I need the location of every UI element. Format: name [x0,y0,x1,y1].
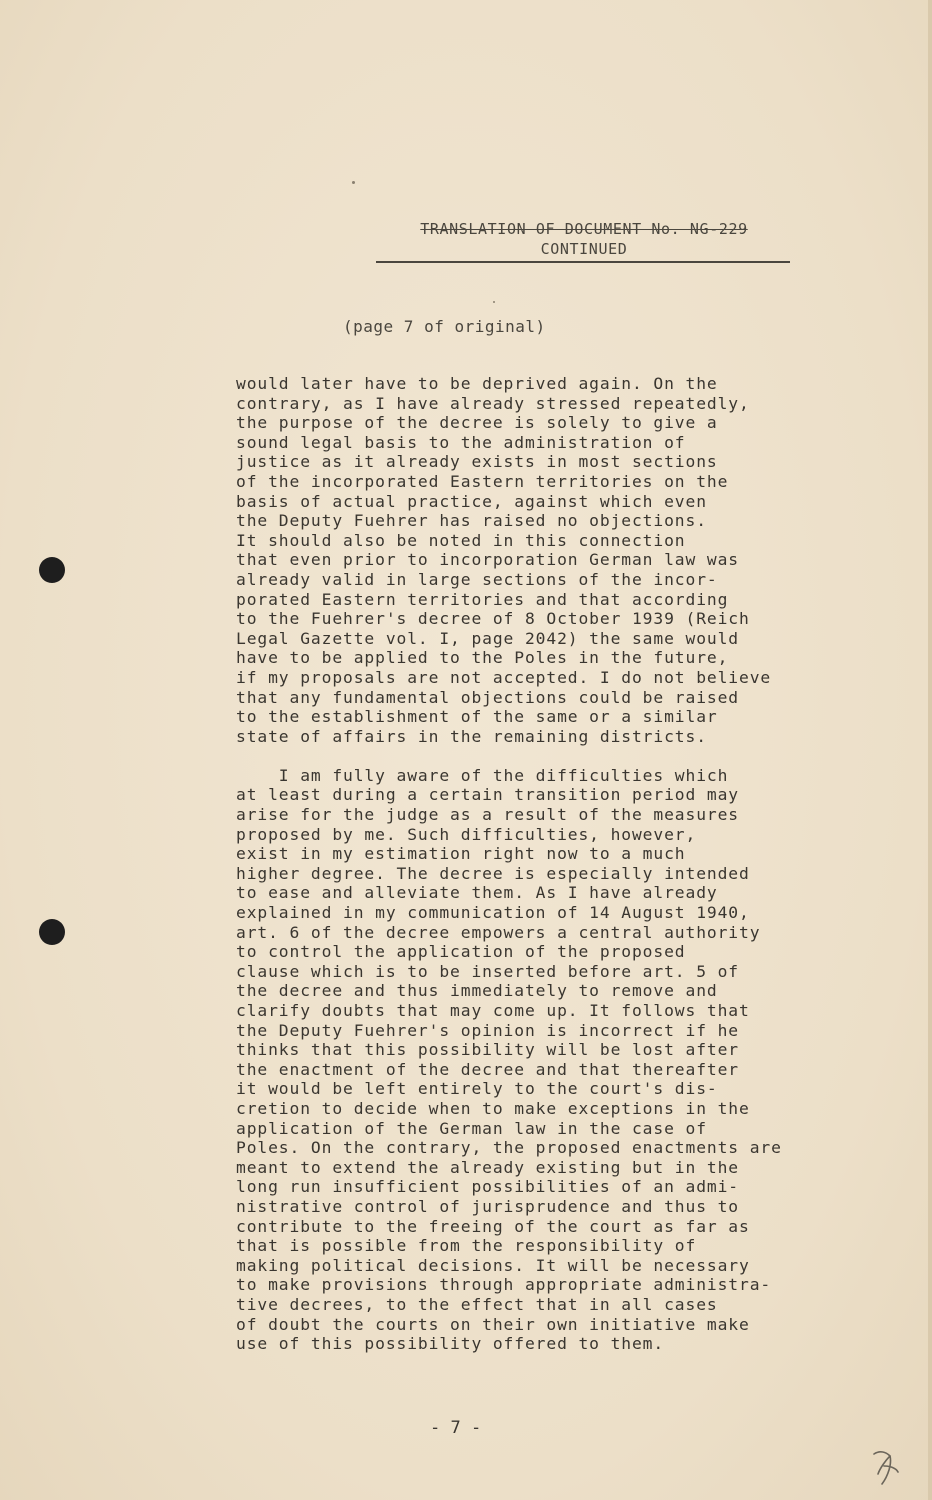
handwritten-mark [868,1446,902,1488]
text-line: the Deputy Fuehrer's opinion is incorrect if he [236,1020,740,1040]
text-line: making political decisions. It will be necessary [236,1255,750,1275]
text-line: that any fundamental objections could be raised [236,687,740,707]
body-text [236,374,836,1354]
heading-continued: CONTINUED [540,240,628,258]
text-line: the decree and thus immediately to remove and [236,981,718,1001]
text-line: thinks that this possibility will be lost after [236,1040,740,1060]
text-line: that is possible from the responsibility of [236,1236,697,1256]
text-line: porated Eastern territories and that according [236,589,729,609]
paragraph-2 [236,766,836,1354]
text-line: sound legal basis to the administration of [236,432,686,452]
paragraph-1 [236,374,836,746]
text-line: to make provisions through appropriate administra- [236,1275,772,1295]
text-line: It should also be noted in this connection [236,530,686,550]
paper-speck [493,301,495,303]
text-line: already valid in large sections of the incor- [236,569,718,589]
text-line: art. 6 of the decree empowers a central authority [236,922,761,942]
text-line: arise for the judge as a result of the measures [236,805,740,825]
text-line: to the Fuehrer's decree of 8 October 1939 (Reich [236,609,750,629]
text-line: Poles. On the contrary, the proposed enactments are [236,1138,782,1158]
page-reference: (page 7 of original) [343,317,546,336]
text-line: if my proposals are not accepted. I do not believe [236,667,772,687]
text-line: the enactment of the decree and that thereafter [236,1059,740,1079]
text-line: would later have to be deprived again. On the [236,374,718,393]
punch-hole-bottom [39,919,65,945]
heading-title: TRANSLATION OF DOCUMENT No. NG-229 [420,220,748,238]
text-line: the Deputy Fuehrer has raised no objections. [236,511,707,531]
text-line: higher degree. The decree is especially intended [236,863,750,883]
text-line: the purpose of the decree is solely to give a [236,413,718,433]
text-line: Legal Gazette vol. I, page 2042) the same would [236,628,740,648]
text-line: of doubt the courts on their own initiative make [236,1314,750,1334]
text-line: I am fully aware of the difficulties which [236,765,729,785]
text-line: clarify doubts that may come up. It follows that [236,1001,750,1020]
paper-speck [352,181,355,184]
heading-underline [376,261,790,263]
text-line: meant to extend the already existing but in the [236,1157,740,1177]
text-line: nistrative control of jurisprudence and thus to [236,1196,740,1216]
text-line: exist in my estimation right now to a much [236,844,686,864]
text-line: long run insufficient possibilities of an admi- [236,1177,740,1197]
text-line: it would be left entirely to the court's dis- [236,1079,718,1099]
page-edge [928,0,932,1500]
text-line: cretion to decide when to make exceptions in the [236,1098,750,1118]
text-line: to ease and alleviate them. As I have already [236,883,718,903]
text-line: explained in my communication of 14 August 1940, [236,903,750,923]
text-line: to control the application of the proposed [236,942,686,962]
text-line: basis of actual practice, against which even [236,491,707,511]
text-line: tive decrees, to the effect that in all cases [236,1294,718,1314]
text-line: at least during a certain transition period may [236,785,740,805]
text-line: contrary, as I have already stressed repeatedly, [236,393,750,413]
document-heading [376,220,792,258]
text-line: state of affairs in the remaining districts. [236,726,707,746]
text-line: clause which is to be inserted before art. 5 of [236,961,740,981]
text-line: proposed by me. Such difficulties, however, [236,824,697,844]
text-line: of the incorporated Eastern territories on the [236,471,729,491]
text-line: application of the German law in the case of [236,1118,707,1138]
text-line: use of this possibility offered to them. [236,1334,665,1354]
text-line: justice as it already exists in most sections [236,452,718,472]
punch-hole-top [39,557,65,583]
text-line: have to be applied to the Poles in the future, [236,648,729,668]
text-line: to the establishment of the same or a similar [236,707,718,727]
text-line: contribute to the freeing of the court as far as [236,1216,750,1236]
text-line: that even prior to incorporation German law was [236,550,740,570]
page-number: - 7 - [430,1418,482,1438]
